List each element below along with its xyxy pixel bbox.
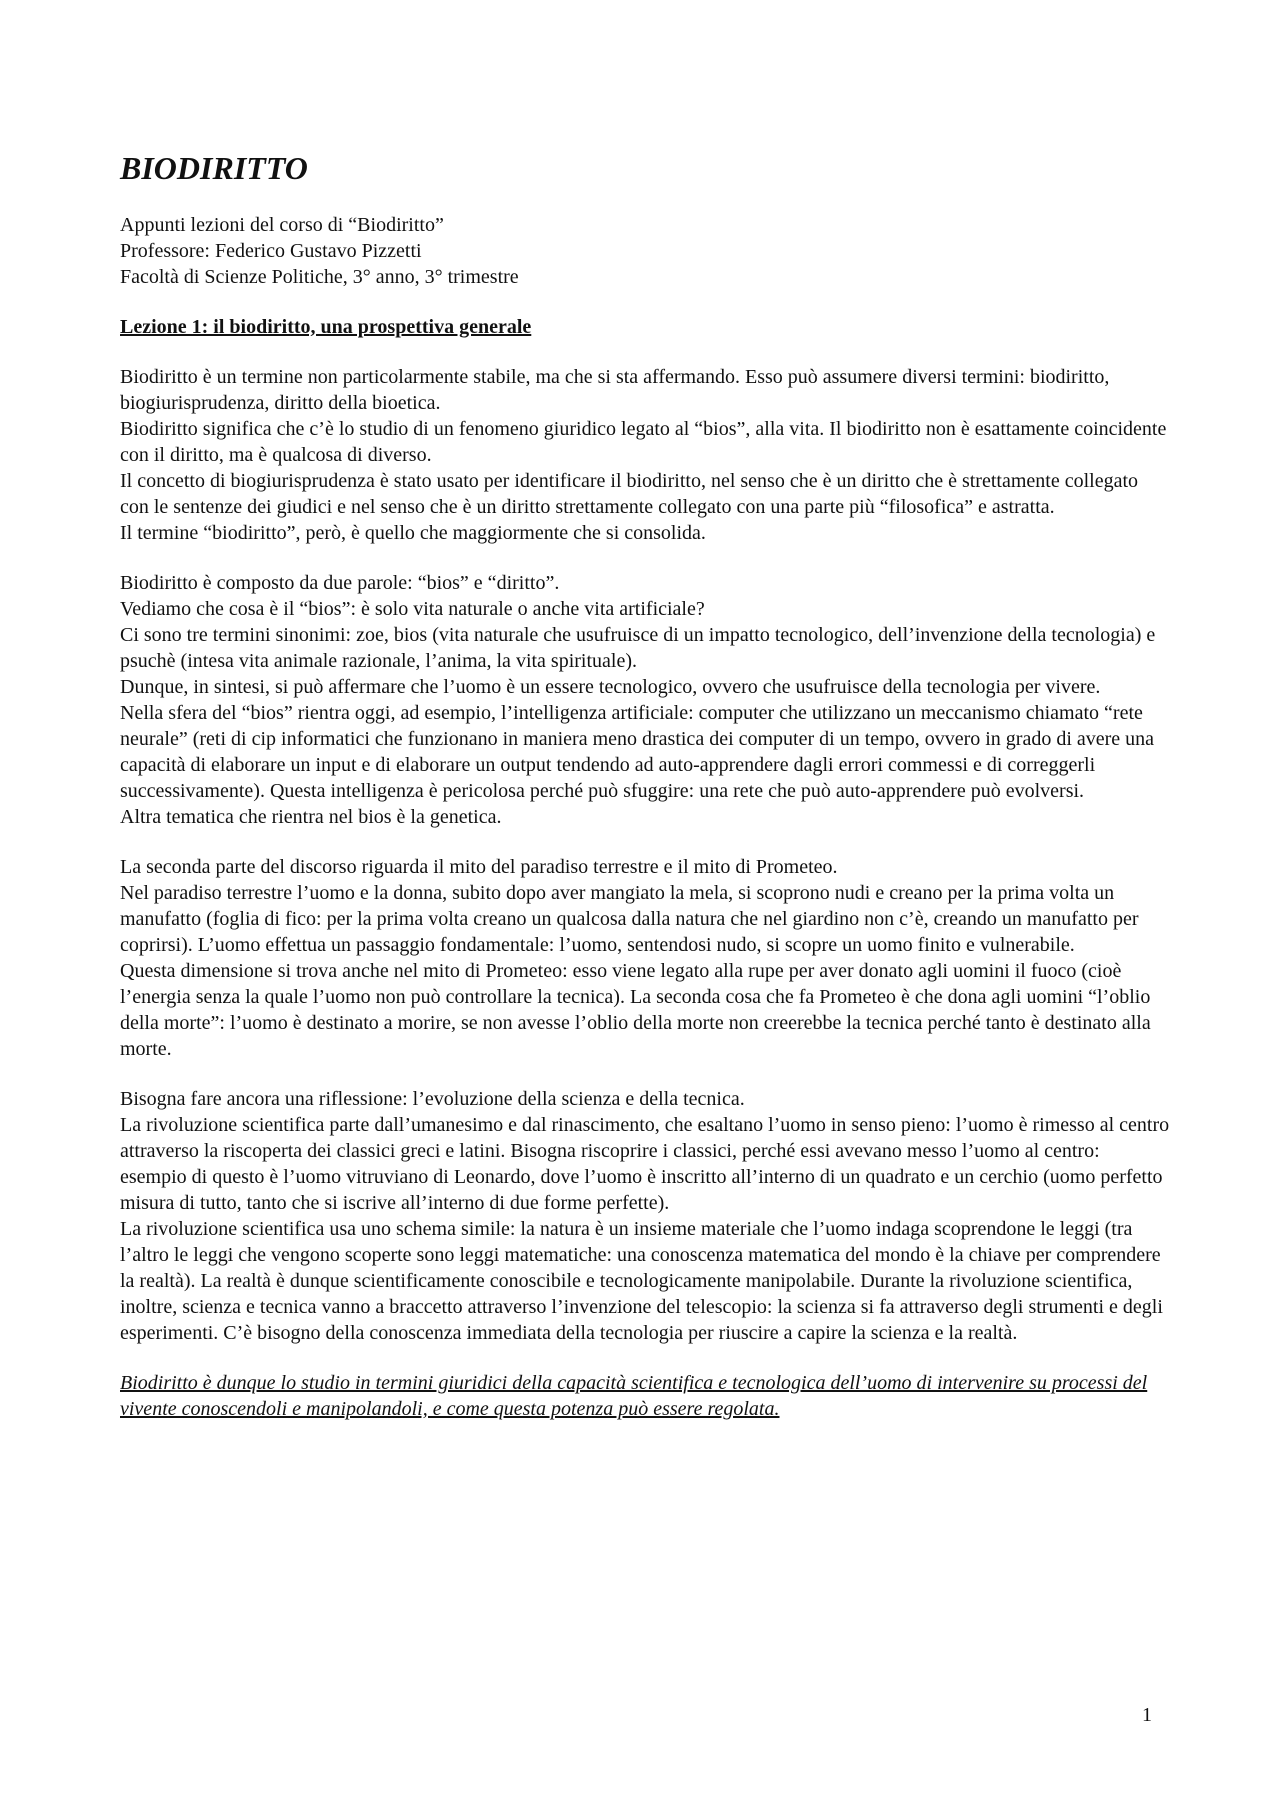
paragraph-group-myths [120,854,1170,1062]
paragraph: Nella sfera del “bios” rientra oggi, ad esempio, l’intelligenza artificiale: computer che utilizzano un meccanismo chiamato “rete neurale” (reti di cip informatici che funzionano in maniera meno drastica dei computer di un tempo, ovvero in grado di avere una capacità di elaborare un input e di elaborare un output tendendo ad auto-apprendere dagli errori commessi e di correggerli successivamente). Questa intelligenza è pericolosa perché può sfuggire: una rete che può auto-apprendere può evolversi. [120,702,1155,802]
paragraph: Altra tematica che rientra nel bios è la genetica. [120,806,502,828]
paragraph: La rivoluzione scientifica parte dall’umanesimo e dal rinascimento, che esaltano l’uomo in senso pieno: l’uomo è rimesso al centro attraverso la riscoperta dei classici greci e latini. Bisogna riscoprire i classici, perché essi avevano messo l’uomo al centro: esempio di questo è l’uomo vitruviano di Leonardo, dove l’uomo è inscritto all’interno di un quadrato e un cerchio (uomo perfetto misura di tutto, tanto che si iscrive all’interno di due forme perfette). [120,1114,1170,1214]
conclusion-definition: Biodiritto è dunque lo studio in termini giuridici della capacità scientifica e tecnologica dell’uomo di intervenire su processi del vivente conoscendoli e manipolandoli, e come questa potenza può essere regolata. [120,1372,1148,1420]
faculty-line: Facoltà di Scienze Politiche, 3° anno, 3° trimestre [120,266,519,288]
document-title: BIODIRITTO [120,150,308,186]
paragraph: Bisogna fare ancora una riflessione: l’evoluzione della scienza e della tecnica. [120,1088,745,1110]
paragraph: Il concetto di biogiurisprudenza è stato usato per identificare il biodiritto, nel senso che è un diritto che è strettamente collegato con le sentenze dei giudici e nel senso che è un diritto strettamente collegato con una parte più “filosofica” e astratta. [120,470,1138,518]
professor-line: Professore: Federico Gustavo Pizzetti [120,240,422,262]
paragraph: Biodiritto è un termine non particolarmente stabile, ma che si sta affermando. Esso può assumere diversi termini: biodiritto, biogiurisprudenza, diritto della bioetica. [120,366,1110,414]
paragraph: Questa dimensione si trova anche nel mito di Prometeo: esso viene legato alla rupe per aver donato agli uomini il fuoco (cioè l’energia senza la quale l’uomo non può controllare la tecnica). La seconda cosa che fa Prometeo è che dona agli uomini “l’oblio della morte”: l’uomo è destinato a morire, se non avesse l’oblio della morte non creerebbe la tecnica perché tanto è destinato alla morte. [120,960,1151,1060]
paragraph-group-science [120,1086,1170,1346]
paragraph: Vediamo che cosa è il “bios”: è solo vita naturale o anche vita artificiale? [120,598,705,620]
paragraph: La rivoluzione scientifica usa uno schema simile: la natura è un insieme materiale che l’uomo indaga scoprendone le leggi (tra l’altro le leggi che vengono scoperte sono leggi matematiche: una conoscenza matematica del mondo è la chiave per comprendere la realtà). La realtà è dunque scientificamente conoscibile e tecnologicamente manipolabile. Durante la rivoluzione scientifica, inoltre, scienza e tecnica vanno a braccetto attraverso l’invenzione del telescopio: la scienza si fa attraverso degli strumenti e degli esperimenti. C’è bisogno della conoscenza immediata della tecnologia per riuscire a capire la scienza e la realtà. [120,1218,1163,1344]
document-page [120,150,1170,1422]
paragraph-group-bios [120,570,1170,830]
paragraph-group-intro [120,364,1170,546]
paragraph: Nel paradiso terrestre l’uomo e la donna, subito dopo aver mangiato la mela, si scoprono nudi e creano per la prima volta un manufatto (foglia di fico: per la prima volta creano un qualcosa dalla natura che nel giardino non c’è, creando un manufatto per coprirsi). L’uomo effettua un passaggio fondamentale: l’uomo, sentendosi nudo, si scopre un uomo finito e vulnerabile. [120,882,1139,956]
course-header [120,212,1170,290]
lesson-title: Lezione 1: il biodiritto, una prospettiva generale [120,316,532,338]
course-header-line: Appunti lezioni del corso di “Biodiritto” [120,214,444,236]
paragraph: Biodiritto significa che c’è lo studio di un fenomeno giuridico legato al “bios”, alla vita. Il biodiritto non è esattamente coincidente con il diritto, ma è qualcosa di diverso. [120,418,1167,466]
paragraph: Ci sono tre termini sinonimi: zoe, bios (vita naturale che usufruisce di un impatto tecnologico, dell’invenzione della tecnologia) e psuchè (intesa vita animale razionale, l’anima, la vita spirituale). [120,624,1156,672]
paragraph: Il termine “biodiritto”, però, è quello che maggiormente che si consolida. [120,522,706,544]
paragraph: La seconda parte del discorso riguarda il mito del paradiso terrestre e il mito di Prometeo. [120,856,838,878]
page-number: 1 [1142,1704,1152,1726]
paragraph: Dunque, in sintesi, si può affermare che l’uomo è un essere tecnologico, ovvero che usufruisce della tecnologia per vivere. [120,676,1101,698]
paragraph: Biodiritto è composto da due parole: “bios” e “diritto”. [120,572,560,594]
